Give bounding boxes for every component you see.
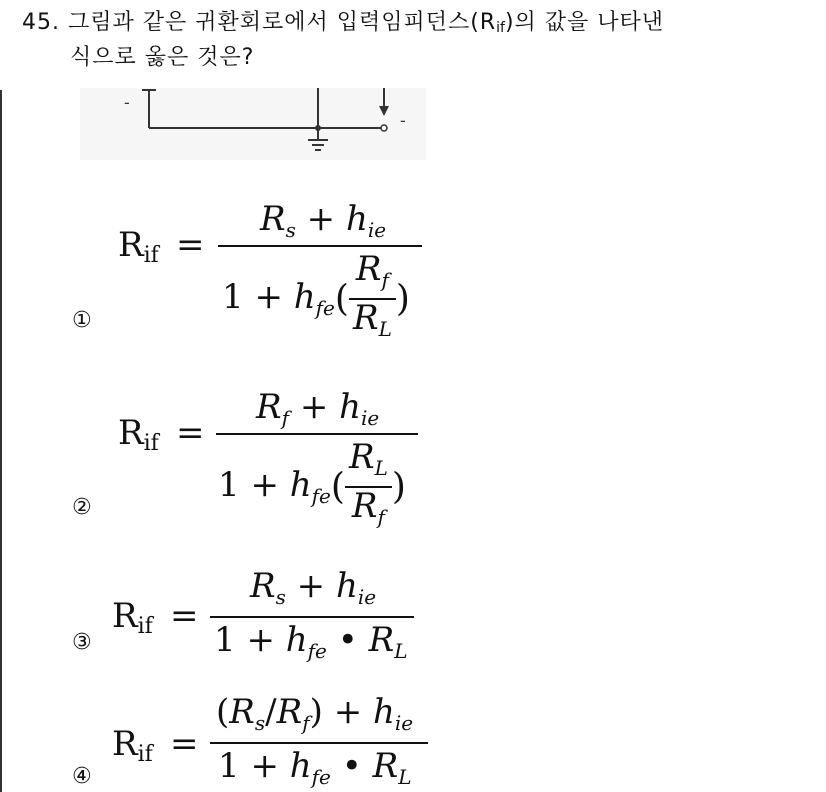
option-3-lhs-r: R — [112, 596, 138, 636]
question-line-1 — [22, 8, 664, 43]
option-2-fraction-bar — [216, 433, 418, 435]
option-2-formula — [118, 383, 438, 533]
option-1-num-a: R — [260, 199, 286, 239]
option-1-equals: = — [176, 225, 205, 265]
option-3-den-r: R — [368, 620, 395, 660]
option-4-lhs-sub: if — [137, 742, 153, 767]
option-1-rparen: ) — [395, 278, 410, 320]
option-4-num-a: R — [229, 692, 255, 732]
option-1-num-b-sub: ie — [367, 218, 387, 242]
option-2-lhs-sub: if — [143, 431, 159, 456]
question-line-1-end: )의 값을 나타낸 — [504, 10, 665, 35]
option-2-lhs-r: R — [118, 413, 144, 453]
circuit-diagram-fragment — [80, 88, 426, 160]
question-subscript: if — [496, 20, 505, 36]
option-3-num-b-sub: ie — [357, 585, 377, 609]
output-terminal — [381, 125, 387, 131]
option-4-den-h: h — [289, 746, 312, 786]
option-2-lparen: ( — [330, 466, 345, 508]
option-4-den-h-sub: fe — [311, 765, 331, 789]
option-4-equals: = — [170, 724, 199, 764]
option-3-equals: = — [170, 596, 199, 636]
option-4-num-rparen: ) — [309, 692, 323, 732]
option-4-formula — [112, 692, 442, 792]
option-2-marker[interactable]: ② — [72, 495, 92, 520]
option-3-den-one: 1 + — [214, 620, 286, 660]
option-2-num-b: h — [339, 387, 362, 427]
option-1-inner-bottom — [349, 300, 396, 347]
option-2-inner-top-r: R — [348, 437, 375, 477]
option-4-num-a-sub: s — [254, 711, 266, 735]
option-2-inner-top — [345, 439, 392, 488]
option-4-num-lparen: ( — [216, 692, 230, 732]
option-1-inner-top-r: R — [355, 249, 382, 289]
option-1-num-a-sub: s — [285, 218, 296, 242]
option-3-lhs — [112, 596, 153, 639]
option-4-lhs — [112, 724, 153, 767]
option-3-den-r-sub: L — [394, 639, 408, 663]
option-1-lhs — [118, 225, 159, 268]
option-2-equals: = — [176, 413, 205, 453]
option-3-num-b: h — [335, 566, 358, 606]
option-2-num-a-sub: f — [281, 406, 290, 430]
option-2-inner-fraction — [345, 439, 392, 535]
option-1-inner-bottom-sub: L — [378, 317, 392, 341]
option-4-num-b-sub: ie — [394, 711, 414, 735]
option-3-fraction-bar — [210, 616, 414, 618]
option-2-den-h: h — [289, 465, 312, 505]
option-4-num-c: R — [276, 692, 303, 732]
question-line-2: 식으로 옳은 것은? — [70, 45, 255, 70]
option-1-num-op: + — [295, 199, 346, 239]
option-4-den-dot: • — [330, 746, 373, 786]
option-4-numerator — [216, 692, 413, 735]
option-1-numerator — [260, 199, 386, 242]
option-3-num-op: + — [285, 566, 336, 606]
option-2-inner-top-sub: L — [374, 456, 388, 480]
option-3-den-dot: • — [326, 620, 369, 660]
option-2-inner-bottom-r: R — [351, 486, 378, 526]
option-2-rparen: ) — [391, 466, 406, 508]
option-1-den-one: 1 + — [222, 277, 294, 317]
left-terminal-minus: - — [124, 93, 130, 112]
option-1-inner-fraction — [349, 251, 396, 347]
option-2-inner-bottom — [345, 488, 392, 535]
right-terminal-minus: - — [400, 111, 406, 130]
option-3-num-a: R — [250, 566, 276, 606]
question-line-1-start: 그림과 같은 귀환회로에서 입력임피던스(R — [68, 10, 497, 35]
option-2-denominator — [218, 439, 406, 535]
option-3-num-a-sub: s — [275, 585, 286, 609]
option-4-lhs-r: R — [112, 724, 138, 764]
option-4-num-op: + — [322, 692, 373, 732]
option-1-denominator — [222, 251, 410, 347]
option-4-den-r: R — [372, 746, 399, 786]
option-1-inner-bottom-r: R — [352, 298, 379, 338]
option-3-numerator — [250, 566, 376, 609]
option-1-fraction-bar — [218, 245, 422, 247]
option-1-num-b: h — [345, 199, 368, 239]
option-2-inner-bottom-sub: f — [377, 505, 385, 529]
option-2-num-a: R — [256, 387, 282, 427]
option-3-den-h: h — [285, 620, 308, 660]
option-4-denominator — [218, 746, 411, 789]
option-2-num-b-sub: ie — [361, 406, 380, 430]
option-1-inner-top — [349, 251, 396, 300]
option-2-num-op: + — [289, 387, 340, 427]
option-4-num-slash: / — [265, 692, 277, 732]
option-3-marker[interactable]: ③ — [72, 630, 92, 655]
option-4-num-b: h — [373, 692, 395, 732]
option-3-denominator — [214, 620, 407, 663]
option-1-lhs-r: R — [118, 225, 144, 265]
option-2-numerator — [256, 387, 379, 430]
circuit-svg — [80, 88, 426, 160]
option-4-fraction-bar — [210, 742, 428, 744]
option-1-lhs-sub: if — [143, 243, 159, 268]
option-1-inner-top-sub: f — [381, 268, 389, 292]
option-3-formula — [112, 566, 432, 666]
question-text — [22, 8, 664, 72]
option-4-num-c-sub: f — [302, 711, 310, 735]
option-4-den-r-sub: L — [398, 765, 412, 789]
option-4-marker[interactable]: ④ — [72, 764, 92, 789]
option-1-den-h-sub: fe — [315, 296, 335, 320]
option-1-marker[interactable]: ① — [72, 308, 92, 333]
option-2-den-h-sub: fe — [311, 484, 331, 508]
output-arrow-head — [379, 106, 389, 116]
question-number: 45. — [22, 10, 60, 35]
option-2-den-one: 1 + — [218, 465, 290, 505]
option-1-den-h: h — [293, 277, 316, 317]
option-2-lhs — [118, 413, 159, 456]
left-margin-rule — [0, 90, 2, 792]
option-3-lhs-sub: if — [137, 614, 153, 639]
option-3-den-h-sub: fe — [307, 639, 327, 663]
option-4-den-one: 1 + — [218, 746, 290, 786]
option-1-formula — [118, 195, 438, 345]
option-1-lparen: ( — [334, 278, 349, 320]
